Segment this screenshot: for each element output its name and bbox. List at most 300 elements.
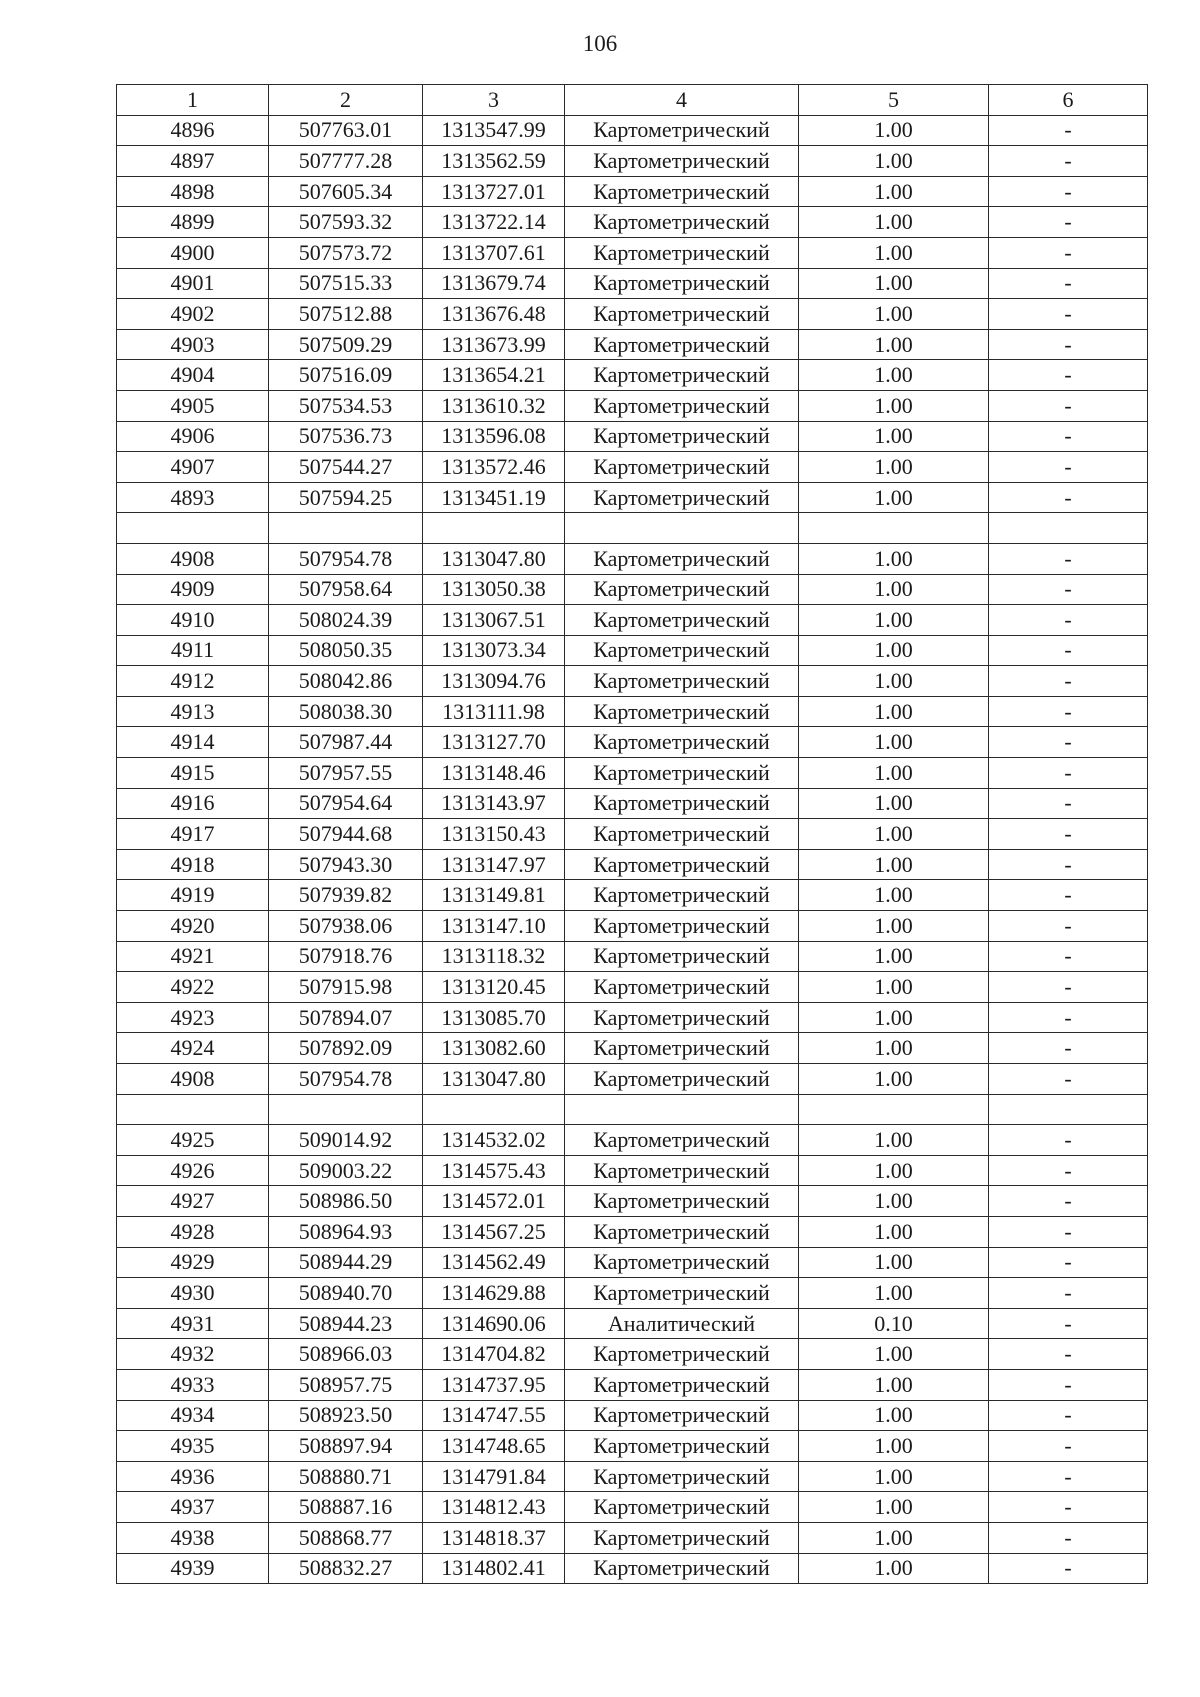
table-cell: 1313148.46	[423, 758, 565, 789]
table-cell: 507593.32	[269, 207, 423, 238]
table-cell: Аналитический	[565, 1308, 799, 1339]
table-cell: 507957.55	[269, 758, 423, 789]
table-row	[117, 635, 1148, 666]
table-cell: 4899	[117, 207, 269, 238]
table-cell: 1314818.37	[423, 1522, 565, 1553]
table-cell: 1313727.01	[423, 176, 565, 207]
header-cell: 2	[269, 85, 423, 116]
table-cell: -	[989, 1522, 1148, 1553]
table-cell: -	[989, 1125, 1148, 1156]
table-cell: 1.00	[799, 146, 989, 177]
table-row	[117, 1461, 1148, 1492]
table-cell: 1.00	[799, 237, 989, 268]
table-cell: 1.00	[799, 360, 989, 391]
table-cell: 4896	[117, 115, 269, 146]
table-row	[117, 849, 1148, 880]
table-cell: 507958.64	[269, 574, 423, 605]
table-cell: Картометрический	[565, 696, 799, 727]
table-cell: Картометрический	[565, 1522, 799, 1553]
table-cell: 4908	[117, 543, 269, 574]
table-cell: 1.00	[799, 1002, 989, 1033]
table-row	[117, 1522, 1148, 1553]
table-cell: 507509.29	[269, 329, 423, 360]
table-cell: 4924	[117, 1033, 269, 1064]
table-cell: Картометрический	[565, 574, 799, 605]
table-cell: 508024.39	[269, 605, 423, 636]
table-cell: 507763.01	[269, 115, 423, 146]
table-row	[117, 329, 1148, 360]
table-cell: 1313118.32	[423, 941, 565, 972]
table-cell: -	[989, 1461, 1148, 1492]
table-row	[117, 1308, 1148, 1339]
table-cell: -	[989, 176, 1148, 207]
table-cell: 1313147.10	[423, 911, 565, 942]
table-cell: 1.00	[799, 1155, 989, 1186]
table-cell: 508957.75	[269, 1369, 423, 1400]
table-cell: Картометрический	[565, 941, 799, 972]
table-cell: 1.00	[799, 299, 989, 330]
table-cell: -	[989, 605, 1148, 636]
table-cell: 1.00	[799, 880, 989, 911]
table-cell: Картометрический	[565, 207, 799, 238]
table-row	[117, 299, 1148, 330]
table-cell: -	[989, 911, 1148, 942]
table-cell: Картометрический	[565, 758, 799, 789]
table-cell: 1313082.60	[423, 1033, 565, 1064]
table-cell: 508923.50	[269, 1400, 423, 1431]
table-cell	[117, 513, 269, 544]
table-cell: Картометрический	[565, 299, 799, 330]
table-row	[117, 1125, 1148, 1156]
table-cell: 508880.71	[269, 1461, 423, 1492]
table-cell: -	[989, 819, 1148, 850]
table-cell: Картометрический	[565, 1125, 799, 1156]
table-row	[117, 1155, 1148, 1186]
table-cell: 507573.72	[269, 237, 423, 268]
table-cell: 4932	[117, 1339, 269, 1370]
table-cell: -	[989, 849, 1148, 880]
table-cell: 4920	[117, 911, 269, 942]
table-cell: 1313707.61	[423, 237, 565, 268]
table-cell: 507938.06	[269, 911, 423, 942]
table-cell: 507943.30	[269, 849, 423, 880]
table-cell: 4904	[117, 360, 269, 391]
table-row	[117, 1339, 1148, 1370]
table-cell: 1.00	[799, 268, 989, 299]
table-cell: 4938	[117, 1522, 269, 1553]
table-cell: Картометрический	[565, 452, 799, 483]
table-cell: 507544.27	[269, 452, 423, 483]
table-cell: -	[989, 941, 1148, 972]
table-cell: 507954.78	[269, 543, 423, 574]
table-cell: Картометрический	[565, 390, 799, 421]
header-cell: 5	[799, 85, 989, 116]
table-cell: Картометрический	[565, 605, 799, 636]
table-cell: 1.00	[799, 819, 989, 850]
table-cell: 508042.86	[269, 666, 423, 697]
table-cell: 4902	[117, 299, 269, 330]
table-cell: Картометрический	[565, 849, 799, 880]
table-cell: 1.00	[799, 788, 989, 819]
table-cell: 1313047.80	[423, 1064, 565, 1095]
table-cell: 1.00	[799, 421, 989, 452]
table-cell: 509014.92	[269, 1125, 423, 1156]
table-cell	[423, 513, 565, 544]
table-cell: 1.00	[799, 605, 989, 636]
table-row	[117, 1033, 1148, 1064]
table-cell: 0.10	[799, 1308, 989, 1339]
table-cell: Картометрический	[565, 635, 799, 666]
header-row	[117, 85, 1148, 116]
table-cell: 1.00	[799, 482, 989, 513]
table-cell: Картометрический	[565, 1369, 799, 1400]
table-cell: 507954.78	[269, 1064, 423, 1095]
table-cell: Картометрический	[565, 911, 799, 942]
table-cell: 4901	[117, 268, 269, 299]
table-row	[117, 666, 1148, 697]
table-row	[117, 972, 1148, 1003]
table-row	[117, 941, 1148, 972]
table-cell: 508964.93	[269, 1216, 423, 1247]
table-cell: 1.00	[799, 1553, 989, 1584]
table-cell: 1313050.38	[423, 574, 565, 605]
table-row	[117, 207, 1148, 238]
table-cell: 1313547.99	[423, 115, 565, 146]
table-cell: -	[989, 1400, 1148, 1431]
table-cell: 4907	[117, 452, 269, 483]
table-cell: 4926	[117, 1155, 269, 1186]
table-cell: 4919	[117, 880, 269, 911]
table-cell: Картометрический	[565, 1155, 799, 1186]
table-row	[117, 819, 1148, 850]
table-cell: -	[989, 390, 1148, 421]
header-cell: 1	[117, 85, 269, 116]
table-cell: Картометрический	[565, 543, 799, 574]
table-row	[117, 1492, 1148, 1523]
table-cell: 4934	[117, 1400, 269, 1431]
table-cell: 1.00	[799, 972, 989, 1003]
table-cell: 4909	[117, 574, 269, 605]
table-cell: -	[989, 1033, 1148, 1064]
table-cell: 1313596.08	[423, 421, 565, 452]
table-cell: 1.00	[799, 1125, 989, 1156]
table-gap-row	[117, 1094, 1148, 1125]
table-cell: -	[989, 1064, 1148, 1095]
table-cell: 1313143.97	[423, 788, 565, 819]
table-cell: Картометрический	[565, 1431, 799, 1462]
table-cell: Картометрический	[565, 329, 799, 360]
table-cell: 4913	[117, 696, 269, 727]
table-cell: 4893	[117, 482, 269, 513]
table-cell: Картометрический	[565, 1278, 799, 1309]
table-cell: 1314748.65	[423, 1431, 565, 1462]
table-cell: Картометрический	[565, 1492, 799, 1523]
table-cell: 507894.07	[269, 1002, 423, 1033]
table-cell: 507777.28	[269, 146, 423, 177]
table-cell: 1313572.46	[423, 452, 565, 483]
table-cell: 1.00	[799, 1033, 989, 1064]
table-cell: Картометрический	[565, 268, 799, 299]
table-cell: 4925	[117, 1125, 269, 1156]
table-cell: 1.00	[799, 1369, 989, 1400]
table-cell: 1.00	[799, 849, 989, 880]
table-cell: Картометрический	[565, 421, 799, 452]
table-row	[117, 1064, 1148, 1095]
table-cell: 1.00	[799, 1339, 989, 1370]
table-cell: Картометрический	[565, 1033, 799, 1064]
table-cell: -	[989, 1155, 1148, 1186]
table-cell: -	[989, 482, 1148, 513]
table-cell: 509003.22	[269, 1155, 423, 1186]
table-row	[117, 115, 1148, 146]
table-cell: Картометрический	[565, 360, 799, 391]
table-cell: -	[989, 788, 1148, 819]
table-cell: 1.00	[799, 176, 989, 207]
table-cell: 4915	[117, 758, 269, 789]
table-row	[117, 390, 1148, 421]
table-cell: 1313451.19	[423, 482, 565, 513]
header-cell: 3	[423, 85, 565, 116]
table-cell: 1314562.49	[423, 1247, 565, 1278]
table-cell: 1.00	[799, 390, 989, 421]
table-cell: Картометрический	[565, 1002, 799, 1033]
table-cell: 1314802.41	[423, 1553, 565, 1584]
table-cell: 4897	[117, 146, 269, 177]
table-cell: Картометрический	[565, 1247, 799, 1278]
table-cell: 4939	[117, 1553, 269, 1584]
table-cell: Картометрический	[565, 666, 799, 697]
table-row	[117, 788, 1148, 819]
table-cell	[989, 513, 1148, 544]
table-cell: 507987.44	[269, 727, 423, 758]
table-cell: 508050.35	[269, 635, 423, 666]
table-cell: 1314629.88	[423, 1278, 565, 1309]
table-cell: 1.00	[799, 758, 989, 789]
table-cell: -	[989, 268, 1148, 299]
table-cell: 1314572.01	[423, 1186, 565, 1217]
table-cell: 1.00	[799, 329, 989, 360]
table-cell	[269, 1094, 423, 1125]
table-cell: -	[989, 666, 1148, 697]
table-cell: 1.00	[799, 543, 989, 574]
table-cell: 1313679.74	[423, 268, 565, 299]
table-cell: 1.00	[799, 1522, 989, 1553]
table-cell: -	[989, 635, 1148, 666]
table-row	[117, 452, 1148, 483]
table-cell: 507512.88	[269, 299, 423, 330]
table-cell: 1313073.34	[423, 635, 565, 666]
table-cell: 1314737.95	[423, 1369, 565, 1400]
table-cell: 1.00	[799, 1492, 989, 1523]
table-cell: 508868.77	[269, 1522, 423, 1553]
table-cell: 507536.73	[269, 421, 423, 452]
table-cell: 507918.76	[269, 941, 423, 972]
table-cell: 507954.64	[269, 788, 423, 819]
table-row	[117, 543, 1148, 574]
table-cell: -	[989, 207, 1148, 238]
table-cell	[565, 513, 799, 544]
table-cell: 4921	[117, 941, 269, 972]
table-cell: 1.00	[799, 666, 989, 697]
table-row	[117, 727, 1148, 758]
table-cell: 1314747.55	[423, 1400, 565, 1431]
table-row	[117, 1400, 1148, 1431]
table-row	[117, 574, 1148, 605]
table-cell: 508038.30	[269, 696, 423, 727]
table-cell: Картометрический	[565, 1216, 799, 1247]
table-cell: 4917	[117, 819, 269, 850]
table-cell: 508940.70	[269, 1278, 423, 1309]
table-cell: 1.00	[799, 207, 989, 238]
table-cell: 1.00	[799, 941, 989, 972]
table-cell: 4929	[117, 1247, 269, 1278]
table-row	[117, 482, 1148, 513]
table-cell: -	[989, 299, 1148, 330]
table-cell: Картометрический	[565, 237, 799, 268]
table-cell: 4922	[117, 972, 269, 1003]
table-cell: 507594.25	[269, 482, 423, 513]
table-cell: 1.00	[799, 727, 989, 758]
table-cell: 1314567.25	[423, 1216, 565, 1247]
table-cell: Картометрический	[565, 880, 799, 911]
table-cell: 507534.53	[269, 390, 423, 421]
table-cell: 1313562.59	[423, 146, 565, 177]
table-cell: -	[989, 1553, 1148, 1584]
table-row	[117, 421, 1148, 452]
table-cell: -	[989, 1308, 1148, 1339]
table-row	[117, 1431, 1148, 1462]
table-cell: 1.00	[799, 696, 989, 727]
table-cell: Картометрический	[565, 1461, 799, 1492]
table-cell: 1313654.21	[423, 360, 565, 391]
table-cell: 508944.29	[269, 1247, 423, 1278]
table-body	[117, 115, 1148, 1584]
table-cell: -	[989, 1278, 1148, 1309]
table-cell: 507892.09	[269, 1033, 423, 1064]
table-cell: 1314532.02	[423, 1125, 565, 1156]
table-cell: Картометрический	[565, 819, 799, 850]
table-cell: -	[989, 972, 1148, 1003]
table-cell	[565, 1094, 799, 1125]
table-cell: 4927	[117, 1186, 269, 1217]
table-cell: 1.00	[799, 1278, 989, 1309]
table-cell: 1313111.98	[423, 696, 565, 727]
table-cell	[989, 1094, 1148, 1125]
table-cell: 1.00	[799, 1186, 989, 1217]
table-row	[117, 1278, 1148, 1309]
table-cell: -	[989, 115, 1148, 146]
table-cell: 4905	[117, 390, 269, 421]
table-cell: 507516.09	[269, 360, 423, 391]
table-header	[117, 85, 1148, 116]
table-cell: -	[989, 1369, 1148, 1400]
header-cell: 6	[989, 85, 1148, 116]
table-cell: 508832.27	[269, 1553, 423, 1584]
table-cell: Картометрический	[565, 788, 799, 819]
table-cell: 1313120.45	[423, 972, 565, 1003]
table-cell: 4914	[117, 727, 269, 758]
table-cell: 507605.34	[269, 176, 423, 207]
table-cell: Картометрический	[565, 482, 799, 513]
table-cell: -	[989, 1002, 1148, 1033]
table-cell: 1313149.81	[423, 880, 565, 911]
table-cell: -	[989, 1186, 1148, 1217]
table-cell: 1313067.51	[423, 605, 565, 636]
table-cell: 4910	[117, 605, 269, 636]
table-cell: 4900	[117, 237, 269, 268]
table-cell: Картометрический	[565, 146, 799, 177]
table-cell: 4906	[117, 421, 269, 452]
table-cell: 4908	[117, 1064, 269, 1095]
table-cell: 1.00	[799, 574, 989, 605]
table-cell: -	[989, 421, 1148, 452]
table-cell: -	[989, 1247, 1148, 1278]
table-gap-row	[117, 513, 1148, 544]
table-cell: 1313610.32	[423, 390, 565, 421]
table-cell: -	[989, 237, 1148, 268]
table-cell: 507939.82	[269, 880, 423, 911]
table-cell: 1313127.70	[423, 727, 565, 758]
table-cell: -	[989, 360, 1148, 391]
table-cell: 1313047.80	[423, 543, 565, 574]
table-cell: 1.00	[799, 115, 989, 146]
table-cell: -	[989, 696, 1148, 727]
table-cell: -	[989, 727, 1148, 758]
table-cell: -	[989, 574, 1148, 605]
table-cell: 1314704.82	[423, 1339, 565, 1370]
table-cell: -	[989, 543, 1148, 574]
table-cell: 507944.68	[269, 819, 423, 850]
table-cell: 1313722.14	[423, 207, 565, 238]
table-cell: Картометрический	[565, 1186, 799, 1217]
table-cell	[423, 1094, 565, 1125]
table-row	[117, 1553, 1148, 1584]
table-cell: 4937	[117, 1492, 269, 1523]
table-cell: 1314812.43	[423, 1492, 565, 1523]
table-cell: 507515.33	[269, 268, 423, 299]
table-cell: 4923	[117, 1002, 269, 1033]
table-cell: 4898	[117, 176, 269, 207]
table-row	[117, 605, 1148, 636]
table-cell: 1313150.43	[423, 819, 565, 850]
table-cell: 507915.98	[269, 972, 423, 1003]
table-cell	[799, 1094, 989, 1125]
table-cell	[117, 1094, 269, 1125]
table-cell: 1313147.97	[423, 849, 565, 880]
table-cell: -	[989, 1216, 1148, 1247]
table-cell: Картометрический	[565, 972, 799, 1003]
table-cell: Картометрический	[565, 115, 799, 146]
page-number: 106	[582, 31, 618, 56]
table-row	[117, 146, 1148, 177]
table-cell: -	[989, 1492, 1148, 1523]
table-cell: 1313673.99	[423, 329, 565, 360]
table-cell: 1314791.84	[423, 1461, 565, 1492]
table-cell: 1314575.43	[423, 1155, 565, 1186]
table-cell: 1.00	[799, 1216, 989, 1247]
table-cell: -	[989, 329, 1148, 360]
table-cell: 1313085.70	[423, 1002, 565, 1033]
table-cell	[799, 513, 989, 544]
table-row	[117, 268, 1148, 299]
table-cell: 1313676.48	[423, 299, 565, 330]
table-cell	[269, 513, 423, 544]
table-cell: 4916	[117, 788, 269, 819]
table-cell: 508887.16	[269, 1492, 423, 1523]
table-row	[117, 1369, 1148, 1400]
table-row	[117, 1186, 1148, 1217]
table-row	[117, 360, 1148, 391]
